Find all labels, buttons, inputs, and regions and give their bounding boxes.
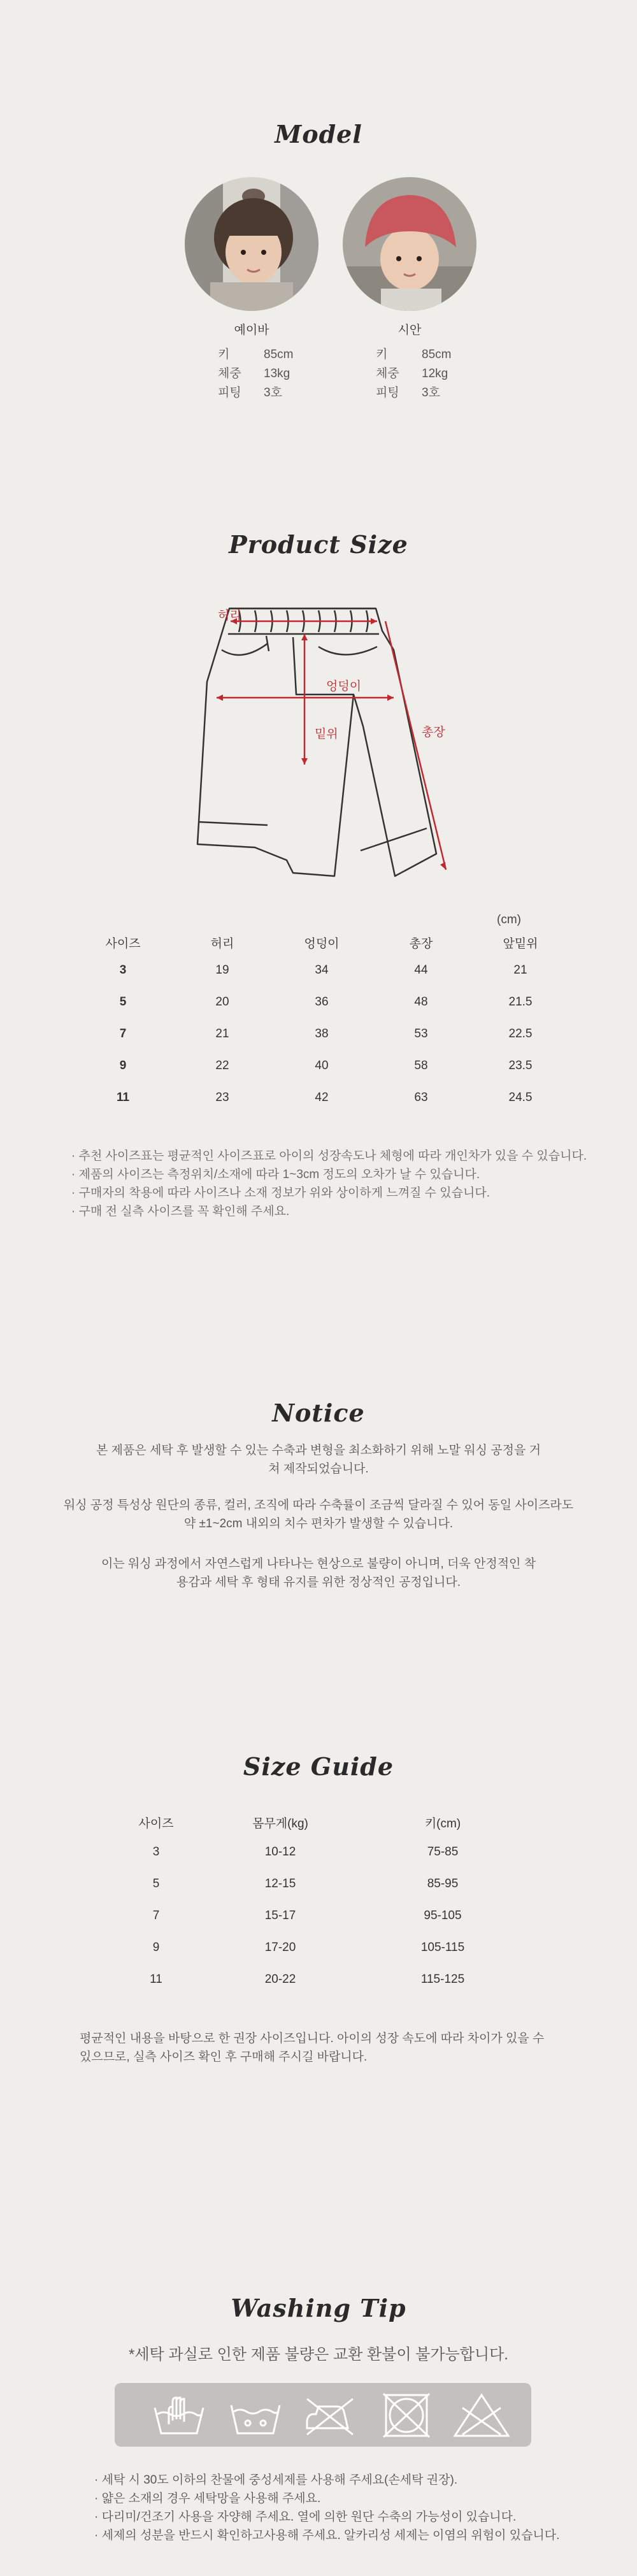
- table-cell: 7: [119, 1027, 127, 1040]
- table-cell: 20: [215, 995, 229, 1009]
- notice-section-title: Notice: [272, 1399, 365, 1427]
- table-cell: 20-22: [264, 1973, 296, 1986]
- washing-warning: *세탁 과실로 인한 제품 불량은 교환 환불이 불가능합니다.: [129, 2346, 508, 2363]
- table-row: [102, 1900, 535, 1932]
- note-line: · 얇은 소재의 경우 세탁망을 사용해 주세요.: [94, 2492, 321, 2505]
- rise-label: 밑위: [315, 728, 338, 741]
- table-cell: 10-12: [264, 1845, 296, 1859]
- wash-30-icon: [226, 2393, 285, 2438]
- no-iron-icon: [299, 2393, 358, 2438]
- notice-paragraph-2: 워싱 공정 특성상 원단의 종류, 컬러, 조직에 따라 수축률이 조금씩 달라질 수 있어 동일 사이즈라도 약 ±1~2cm 내외의 치수 편차가 발생할 수 있습니다.: [63, 1499, 574, 1530]
- size-guide-section-title: Size Guide: [243, 1752, 394, 1781]
- model-card-2: [343, 177, 476, 403]
- stat-value: 12kg: [422, 367, 448, 380]
- size-guide-note: 평균적인 내용을 바탕으로 한 권장 사이즈입니다. 아이의 성장 속도에 따라 차이가 있을 수 있으므로, 실측 사이즈 확인 후 구매해 주시길 바랍니다.: [80, 2032, 545, 2064]
- waist-label: 허리: [218, 609, 241, 622]
- table-cell: 38: [315, 1027, 329, 1040]
- table-cell: 11: [116, 1091, 130, 1104]
- no-bleach-icon: [452, 2393, 511, 2438]
- table-cell: 5: [152, 1877, 160, 1890]
- column-header: 엉덩이: [304, 937, 340, 951]
- table-cell: 22: [215, 1059, 229, 1072]
- size-guide-table: [102, 1808, 535, 1996]
- table-cell: 21: [513, 963, 527, 977]
- product-size-table: [73, 930, 570, 1114]
- stat-value: 3호: [422, 386, 440, 399]
- table-cell: 5: [119, 995, 127, 1009]
- table-cell: 3: [119, 963, 127, 977]
- table-cell: 36: [315, 995, 329, 1009]
- table-row: [73, 986, 570, 1018]
- stat-value: 3호: [264, 386, 282, 399]
- measure-lines: [217, 621, 446, 870]
- table-cell: 15-17: [264, 1909, 296, 1922]
- note-line: · 구매자의 착용에 따라 사이즈나 소재 정보가 위와 상이하게 느껴질 수 있습니다.: [71, 1186, 490, 1200]
- hip-label: 엉덩이: [326, 680, 362, 693]
- pants-outline: [197, 608, 436, 876]
- note-line: · 세탁 시 30도 이하의 찬물에 중성세제를 사용해 주세요(손세탁 권장).: [94, 2473, 458, 2487]
- table-cell: 58: [414, 1059, 428, 1072]
- table-cell: 7: [152, 1909, 160, 1922]
- table-cell: 19: [215, 963, 229, 977]
- table-cell: 9: [119, 1059, 127, 1072]
- note-line: · 추천 사이즈표는 평균적인 사이즈표로 아이의 성장속도나 체형에 따라 개인차가 있을 수 있습니다.: [71, 1149, 587, 1163]
- model-stats: [376, 345, 476, 403]
- stat-label: 피팅: [218, 386, 241, 399]
- table-cell: 22.5: [508, 1027, 533, 1040]
- column-header: 허리: [210, 937, 234, 951]
- table-cell: 11: [150, 1973, 162, 1986]
- note-line: · 세제의 성분을 반드시 확인하고사용해 주세요. 알카리성 세제는 이염의 위험이 있습니다.: [94, 2529, 560, 2542]
- table-cell: 40: [315, 1059, 329, 1072]
- table-cell: 3: [152, 1845, 160, 1859]
- table-cell: 9: [152, 1941, 160, 1954]
- table-row: [102, 1964, 535, 1996]
- column-header: 키(cm): [424, 1817, 461, 1831]
- size-table-unit: (cm): [497, 913, 521, 926]
- table-cell: 44: [414, 963, 428, 977]
- table-cell: 53: [414, 1027, 428, 1040]
- washing-notes: [94, 2471, 559, 2545]
- column-header: 총장: [409, 937, 433, 951]
- table-cell: 12-15: [264, 1877, 296, 1890]
- model-photo-2: [343, 177, 476, 311]
- stat-label: 체중: [218, 367, 241, 380]
- note-line: · 제품의 사이즈는 측정위치/소재에 따라 1~3cm 정도의 오차가 날 수 있습니다.: [71, 1168, 480, 1181]
- table-row: [102, 1868, 535, 1900]
- model-stats: [218, 345, 318, 403]
- washing-icons-bar: [115, 2383, 531, 2447]
- stat-value: 85cm: [264, 348, 294, 361]
- stat-value: 13kg: [264, 367, 290, 380]
- table-header-row: [73, 930, 570, 954]
- washing-section-title: Washing Tip: [231, 2294, 406, 2322]
- note-line: · 다리미/건조기 사용을 자양해 주세요. 열에 의한 원단 수축의 가능성이 있습니다.: [94, 2510, 517, 2524]
- table-cell: 23.5: [508, 1059, 533, 1072]
- table-row: [102, 1836, 535, 1868]
- model-section-title: Model: [275, 120, 362, 148]
- notice-paragraph-3: 이는 워싱 과정에서 자연스럽게 나타나는 현상으로 불량이 아니며, 더욱 안정적인 착용감과 세탁 후 형태 유지를 위한 정상적인 공정입니다.: [101, 1557, 536, 1589]
- table-row: [73, 1082, 570, 1114]
- length-label: 총장: [422, 726, 445, 739]
- size-notes: [71, 1147, 587, 1221]
- table-cell: 105-115: [420, 1941, 465, 1954]
- table-cell: 115-125: [420, 1973, 465, 1986]
- model-name: 시안: [397, 324, 422, 337]
- model-card-1: [185, 177, 318, 403]
- table-cell: 34: [315, 963, 329, 977]
- table-cell: 21: [215, 1027, 229, 1040]
- stat-label: 피팅: [376, 386, 399, 399]
- table-cell: 42: [315, 1091, 329, 1104]
- product-size-section-title: Product Size: [229, 530, 408, 559]
- table-row: [73, 1018, 570, 1050]
- table-cell: 21.5: [508, 995, 533, 1009]
- column-header: 사이즈: [138, 1817, 174, 1831]
- no-tumble-dry-icon: [377, 2393, 436, 2438]
- table-header-row: [102, 1808, 535, 1836]
- note-line: · 구매 전 실측 사이즈를 꼭 확인해 주세요.: [71, 1205, 290, 1218]
- table-cell: 63: [414, 1091, 428, 1104]
- table-cell: 75-85: [427, 1845, 459, 1859]
- table-cell: 23: [215, 1091, 229, 1104]
- stat-label: 체중: [376, 367, 399, 380]
- column-header: 앞밑위: [503, 937, 538, 951]
- table-cell: 17-20: [264, 1941, 296, 1954]
- column-header: 사이즈: [105, 937, 141, 951]
- table-row: [73, 1050, 570, 1082]
- notice-paragraph-1: 본 제품은 세탁 후 발생할 수 있는 수축과 변형을 최소화하기 위해 노말 워싱 공정을 거쳐 제작되었습니다.: [96, 1444, 541, 1476]
- table-cell: 85-95: [427, 1877, 459, 1890]
- hand-wash-icon: [150, 2393, 208, 2438]
- table-cell: 48: [414, 995, 428, 1009]
- table-row: [73, 954, 570, 986]
- model-photo-1: [185, 177, 318, 311]
- column-header: 몸무게(kg): [252, 1817, 308, 1831]
- model-name: 예이바: [234, 324, 269, 337]
- table-row: [102, 1932, 535, 1964]
- pants-measurement-diagram: [191, 599, 471, 898]
- stat-value: 85cm: [422, 348, 452, 361]
- table-cell: 95-105: [424, 1909, 462, 1922]
- stat-label: 키: [376, 348, 388, 361]
- table-cell: 24.5: [508, 1091, 533, 1104]
- stat-label: 키: [218, 348, 230, 361]
